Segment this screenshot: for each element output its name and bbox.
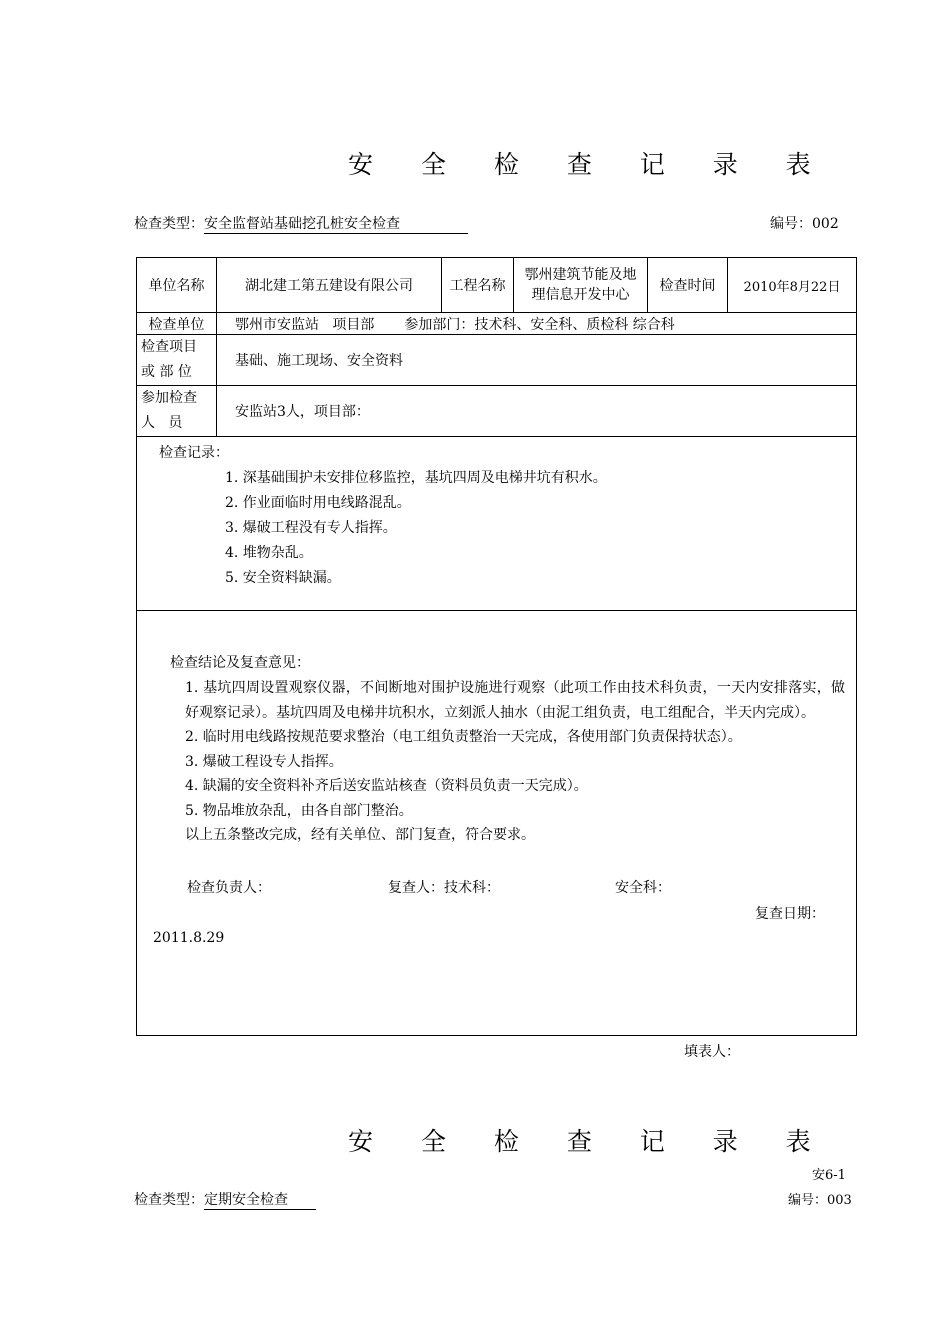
record-item: 3. 爆破工程没有专人指挥。	[225, 520, 397, 536]
inspect-item-value: 基础、施工现场、安全资料	[217, 335, 857, 386]
unit-name-value: 湖北建工第五建设有限公司	[217, 258, 442, 313]
form2-code: 安6-1	[812, 1168, 846, 1183]
unit-name-label: 单位名称	[137, 258, 217, 313]
record-item: 4. 堆物杂乱。	[225, 545, 313, 561]
review-date-label: 复查日期：	[755, 906, 825, 922]
row-unit-info	[137, 258, 857, 313]
dept-value: 技术科、安全科、质检科 综合科	[474, 316, 675, 333]
conclusion-summary: 以上五条整改完成，经有关单位、部门复查，符合要求。	[185, 827, 535, 843]
inspection-type-label: 检查类型：	[134, 216, 204, 232]
inspect-time-value: 2010年8月22日	[728, 258, 857, 313]
conclusion-label: 检查结论及复查意见：	[170, 655, 310, 671]
record-item: 1. 深基础围护未安排位移监控，基坑四周及电梯井坑有积水。	[225, 470, 607, 486]
conclusion-cell	[137, 611, 857, 1036]
form2-title: 安 全 检 查 记 录 表	[348, 1127, 831, 1156]
form2-number: 编号：003	[788, 1193, 852, 1208]
participants-value: 安监站3人，项目部：	[217, 386, 857, 437]
form1-type-line	[134, 213, 468, 234]
row-conclusion	[137, 611, 857, 1036]
form1-number: 编号：002	[770, 216, 839, 232]
conclusion-item: 5. 物品堆放杂乱，由各自部门整治。	[185, 802, 413, 819]
row-records	[137, 437, 857, 611]
inspection-type-value: 定期安全检查	[204, 1189, 316, 1210]
sign-safety: 安全科：	[615, 880, 671, 896]
project-name-label: 工程名称	[442, 258, 514, 313]
inspect-unit-value: 鄂州市安监站 项目部	[235, 316, 375, 333]
sign-reviewer: 复查人：技术科：	[388, 880, 500, 896]
form1-table	[136, 257, 857, 1036]
form1-title: 安 全 检 查 记 录 表	[348, 150, 831, 179]
dept-label: 参加部门：	[404, 316, 475, 333]
inspect-time-label: 检查时间	[648, 258, 728, 313]
records-label: 检查记录：	[159, 445, 229, 461]
inspection-type-value: 安全监督站基础挖孔桩安全检查	[204, 213, 468, 234]
sign-leader: 检查负责人：	[187, 880, 271, 896]
participants-label: 参加检查 人 员	[137, 386, 217, 437]
conclusion-item: 3. 爆破工程设专人指挥。	[185, 753, 343, 770]
inspect-item-label: 检查项目 或 部 位	[137, 335, 217, 386]
row-inspect-item	[137, 335, 857, 386]
record-item: 2. 作业面临时用电线路混乱。	[225, 495, 411, 511]
form2-type-line	[134, 1189, 316, 1210]
row-inspect-unit	[137, 313, 857, 335]
conclusion-item: 2. 临时用电线路按规范要求整治（电工组负责整治一天完成，各使用部门负责保持状态）。	[185, 729, 742, 745]
row-participants	[137, 386, 857, 437]
record-item: 5. 安全资料缺漏。	[225, 570, 341, 586]
inspect-unit-cell	[217, 313, 857, 335]
conclusion-item: 4. 缺漏的安全资料补齐后送安监站核查（资料员负责一天完成）。	[185, 778, 588, 794]
conclusion-item: 1. 基坑四周设置观察仪器，不间断地对围护设施进行观察（此项工作由技术科负责，一天内安排落实，做好观察记录）。基坑四周及电梯井坑积水，立刻派人抽水（由泥工组负责，电工组配合，半天内完成）。	[185, 680, 845, 721]
project-name-value: 鄂州建筑节能及地理信息开发中心	[514, 258, 648, 313]
inspect-unit-label: 检查单位	[137, 313, 217, 335]
review-date-value: 2011.8.29	[153, 930, 225, 946]
filler-label: 填表人：	[684, 1044, 740, 1060]
records-cell	[137, 437, 857, 611]
inspection-type-label: 检查类型：	[134, 1192, 204, 1208]
conclusion-body	[185, 676, 845, 848]
